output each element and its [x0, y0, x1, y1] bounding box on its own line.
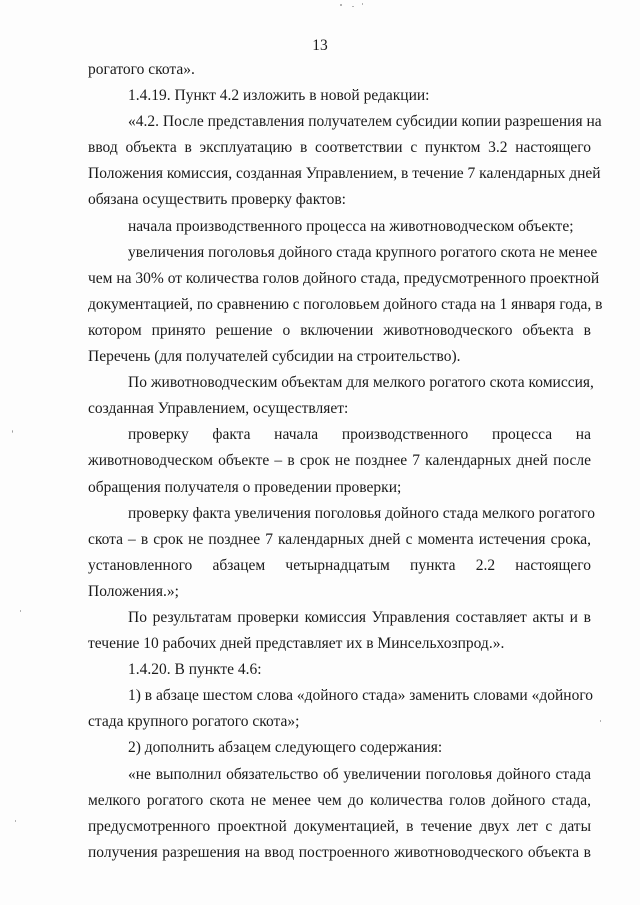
text-line: Положения комиссия, созданная Управлением, в течение 7 календарных дней: [88, 165, 601, 183]
text-line: обращения получателя о проведении проверки;: [88, 478, 402, 496]
text-line: 1.4.20. В пункте 4.6:: [128, 661, 262, 679]
text-line: животноводческом объекте – в срок не позднее 7 календарных дней после: [88, 452, 591, 470]
text-line: документацией, по сравнению с поголовьем дойного стада на 1 января года, в: [88, 295, 603, 313]
scan-speck: [20, 610, 21, 612]
text-line: «не выполнил обязательство об увеличении поголовья дойного стада: [128, 765, 591, 783]
scan-speck: [15, 820, 16, 822]
document-body: [88, 57, 603, 866]
scan-speck: [352, 6, 354, 7]
scan-speck: [600, 720, 601, 722]
text-line: 2) дополнить абзацем следующего содержания:: [128, 739, 443, 757]
text-line: проверку факта увеличения поголовья дойного стада мелкого рогатого: [128, 504, 595, 522]
text-line: «4.2. После представления получателем субсидии копии разрешения на: [128, 113, 602, 131]
text-line: установленного абзацем четырнадцатым пункта 2.2 настоящего: [88, 556, 591, 574]
scan-speck: [340, 4, 342, 6]
text-line: течение 10 рабочих дней представляет их в Минсельхозпрод.».: [88, 635, 505, 653]
text-line: предусмотренного проектной документацией, в течение двух лет с даты: [88, 817, 591, 835]
text-line: Положения.»;: [88, 582, 179, 600]
scan-speck: [12, 430, 13, 433]
text-line: скота – в срок не позднее 7 календарных дней с момента истечения срока,: [88, 530, 591, 548]
text-line: Перечень (для получателей субсидии на строительство).: [88, 348, 461, 366]
scan-speck: [362, 3, 363, 5]
text-line: мелкого рогатого скота не менее чем до количества голов дойного стада,: [88, 791, 591, 809]
text-line: По результатам проверки комиссия Управления составляет акты и в: [128, 608, 591, 626]
page-number: 13: [312, 37, 328, 54]
text-line: По животноводческим объектам для мелкого рогатого скота комиссия,: [128, 374, 594, 392]
text-line: 1.4.19. Пункт 4.2 изложить в новой редакции:: [128, 87, 430, 105]
text-line: увеличения поголовья дойного стада крупного рогатого скота не менее: [128, 243, 598, 261]
text-line: получения разрешения на ввод построенного животноводческого объекта в: [88, 843, 591, 861]
text-line: стада крупного рогатого скота»;: [88, 713, 300, 731]
text-line: чем на 30% от количества голов дойного стада, предусмотренного проектной: [88, 269, 600, 287]
text-line: обязана осуществить проверку фактов:: [88, 191, 346, 209]
text-line: проверку факта начала производственного процесса на: [128, 426, 591, 444]
text-line: начала производственного процесса на животноводческом объекте;: [128, 217, 574, 235]
text-line: котором принято решение о включении животноводческого объекта в: [88, 321, 591, 339]
text-line: 1) в абзаце шестом слова «дойного стада» заменить словами «дойного: [128, 687, 594, 705]
text-line: ввод объекта в эксплуатацию в соответствии с пунктом 3.2 настоящего: [88, 139, 591, 157]
text-line: созданная Управлением, осуществляет:: [88, 400, 349, 418]
text-line: рогатого скота».: [88, 61, 195, 78]
